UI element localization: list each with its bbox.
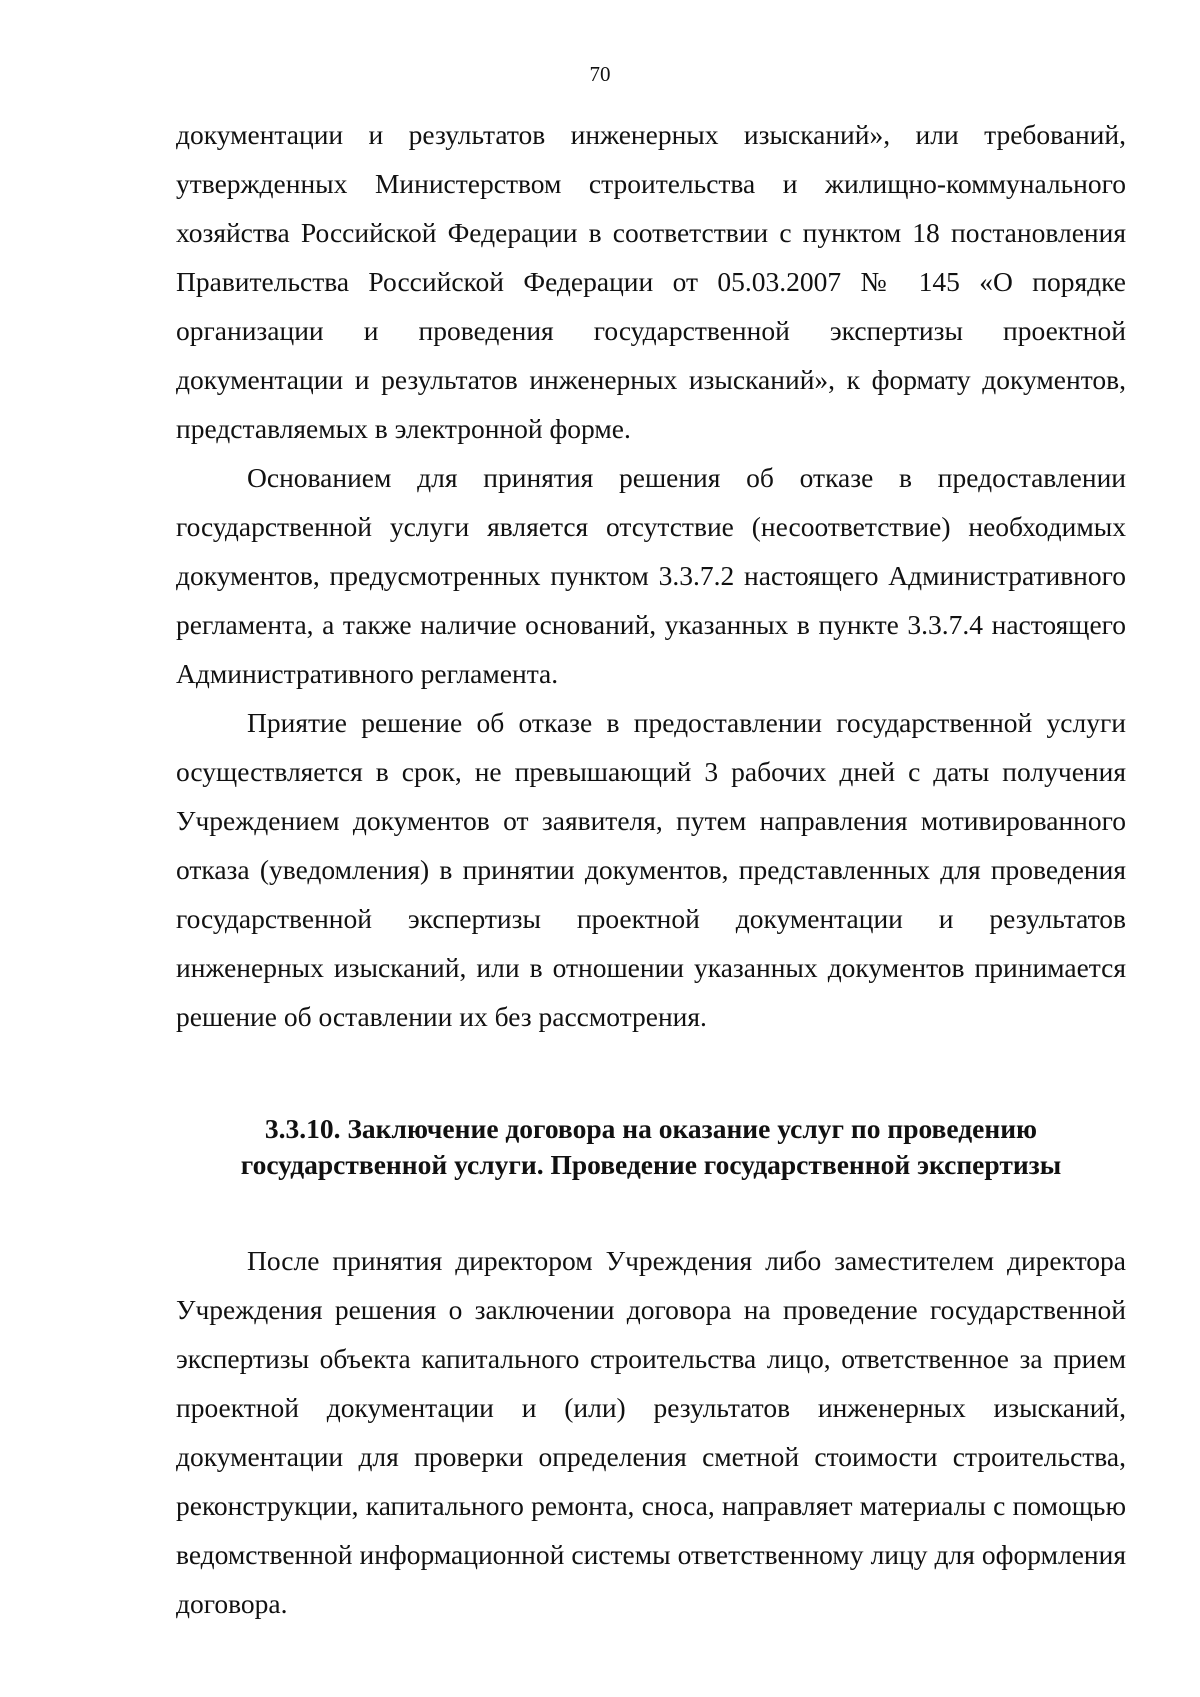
paragraph-contract: После принятия директором Учреждения либо заместителем директора Учреждения решения о заключении договора на проведение государственной экспертизы объекта капитального строительства лицо, ответственное за прием проектной документации и (или) результатов инженерных изысканий, документации для проверки определения сметной стоимости строительства, реконструкции, капитального ремонта, сноса, направляет материалы с помощью ведомственной информационной системы ответственному лицу для оформления договора.: [176, 1245, 1126, 1619]
paragraph-continuation: документации и результатов инженерных изысканий», или требований, утвержденных Министерством строительства и жилищно-коммунального хозяйства Российской Федерации в соответствии с пунктом 18 постановления Правительства Российской Федерации от 05.03.2007 № 145 «О порядке организации и проведения государственной экспертизы проектной документации и результатов инженерных изысканий», к формату документов, представляемых в электронной форме.: [176, 119, 1126, 444]
section-heading-line-1: 3.3.10. Заключение договора на оказание услуг по проведению: [264, 1113, 1038, 1144]
paragraph-refusal-grounds: Основанием для принятия решения об отказе в предоставлении государственной услуги является отсутствие (несоответствие) необходимых документов, предусмотренных пунктом 3.3.7.2 настоящего Административного регламента, а также наличие оснований, указанных в пункте 3.3.7.4 настоящего Административного регламента.: [176, 462, 1126, 689]
paragraph-refusal-term: Приятие решение об отказе в предоставлении государственной услуги осуществляется в срок, не превышающий 3 рабочих дней с даты получения Учреждением документов от заявителя, путем направления мотивированного отказа (уведомления) в принятии документов, представленных для проведения государственной экспертизы проектной документации и результатов инженерных изысканий, или в отношении указанных документов принимается решение об оставлении их без рассмотрения.: [176, 707, 1126, 1032]
section-heading: [176, 1111, 1126, 1183]
section-heading-line-2: государственной услуги. Проведение государственной экспертизы: [240, 1149, 1062, 1180]
document-body: [176, 110, 1126, 1628]
page-number: 70: [589, 62, 611, 86]
heading-spacer: [176, 1183, 1126, 1236]
